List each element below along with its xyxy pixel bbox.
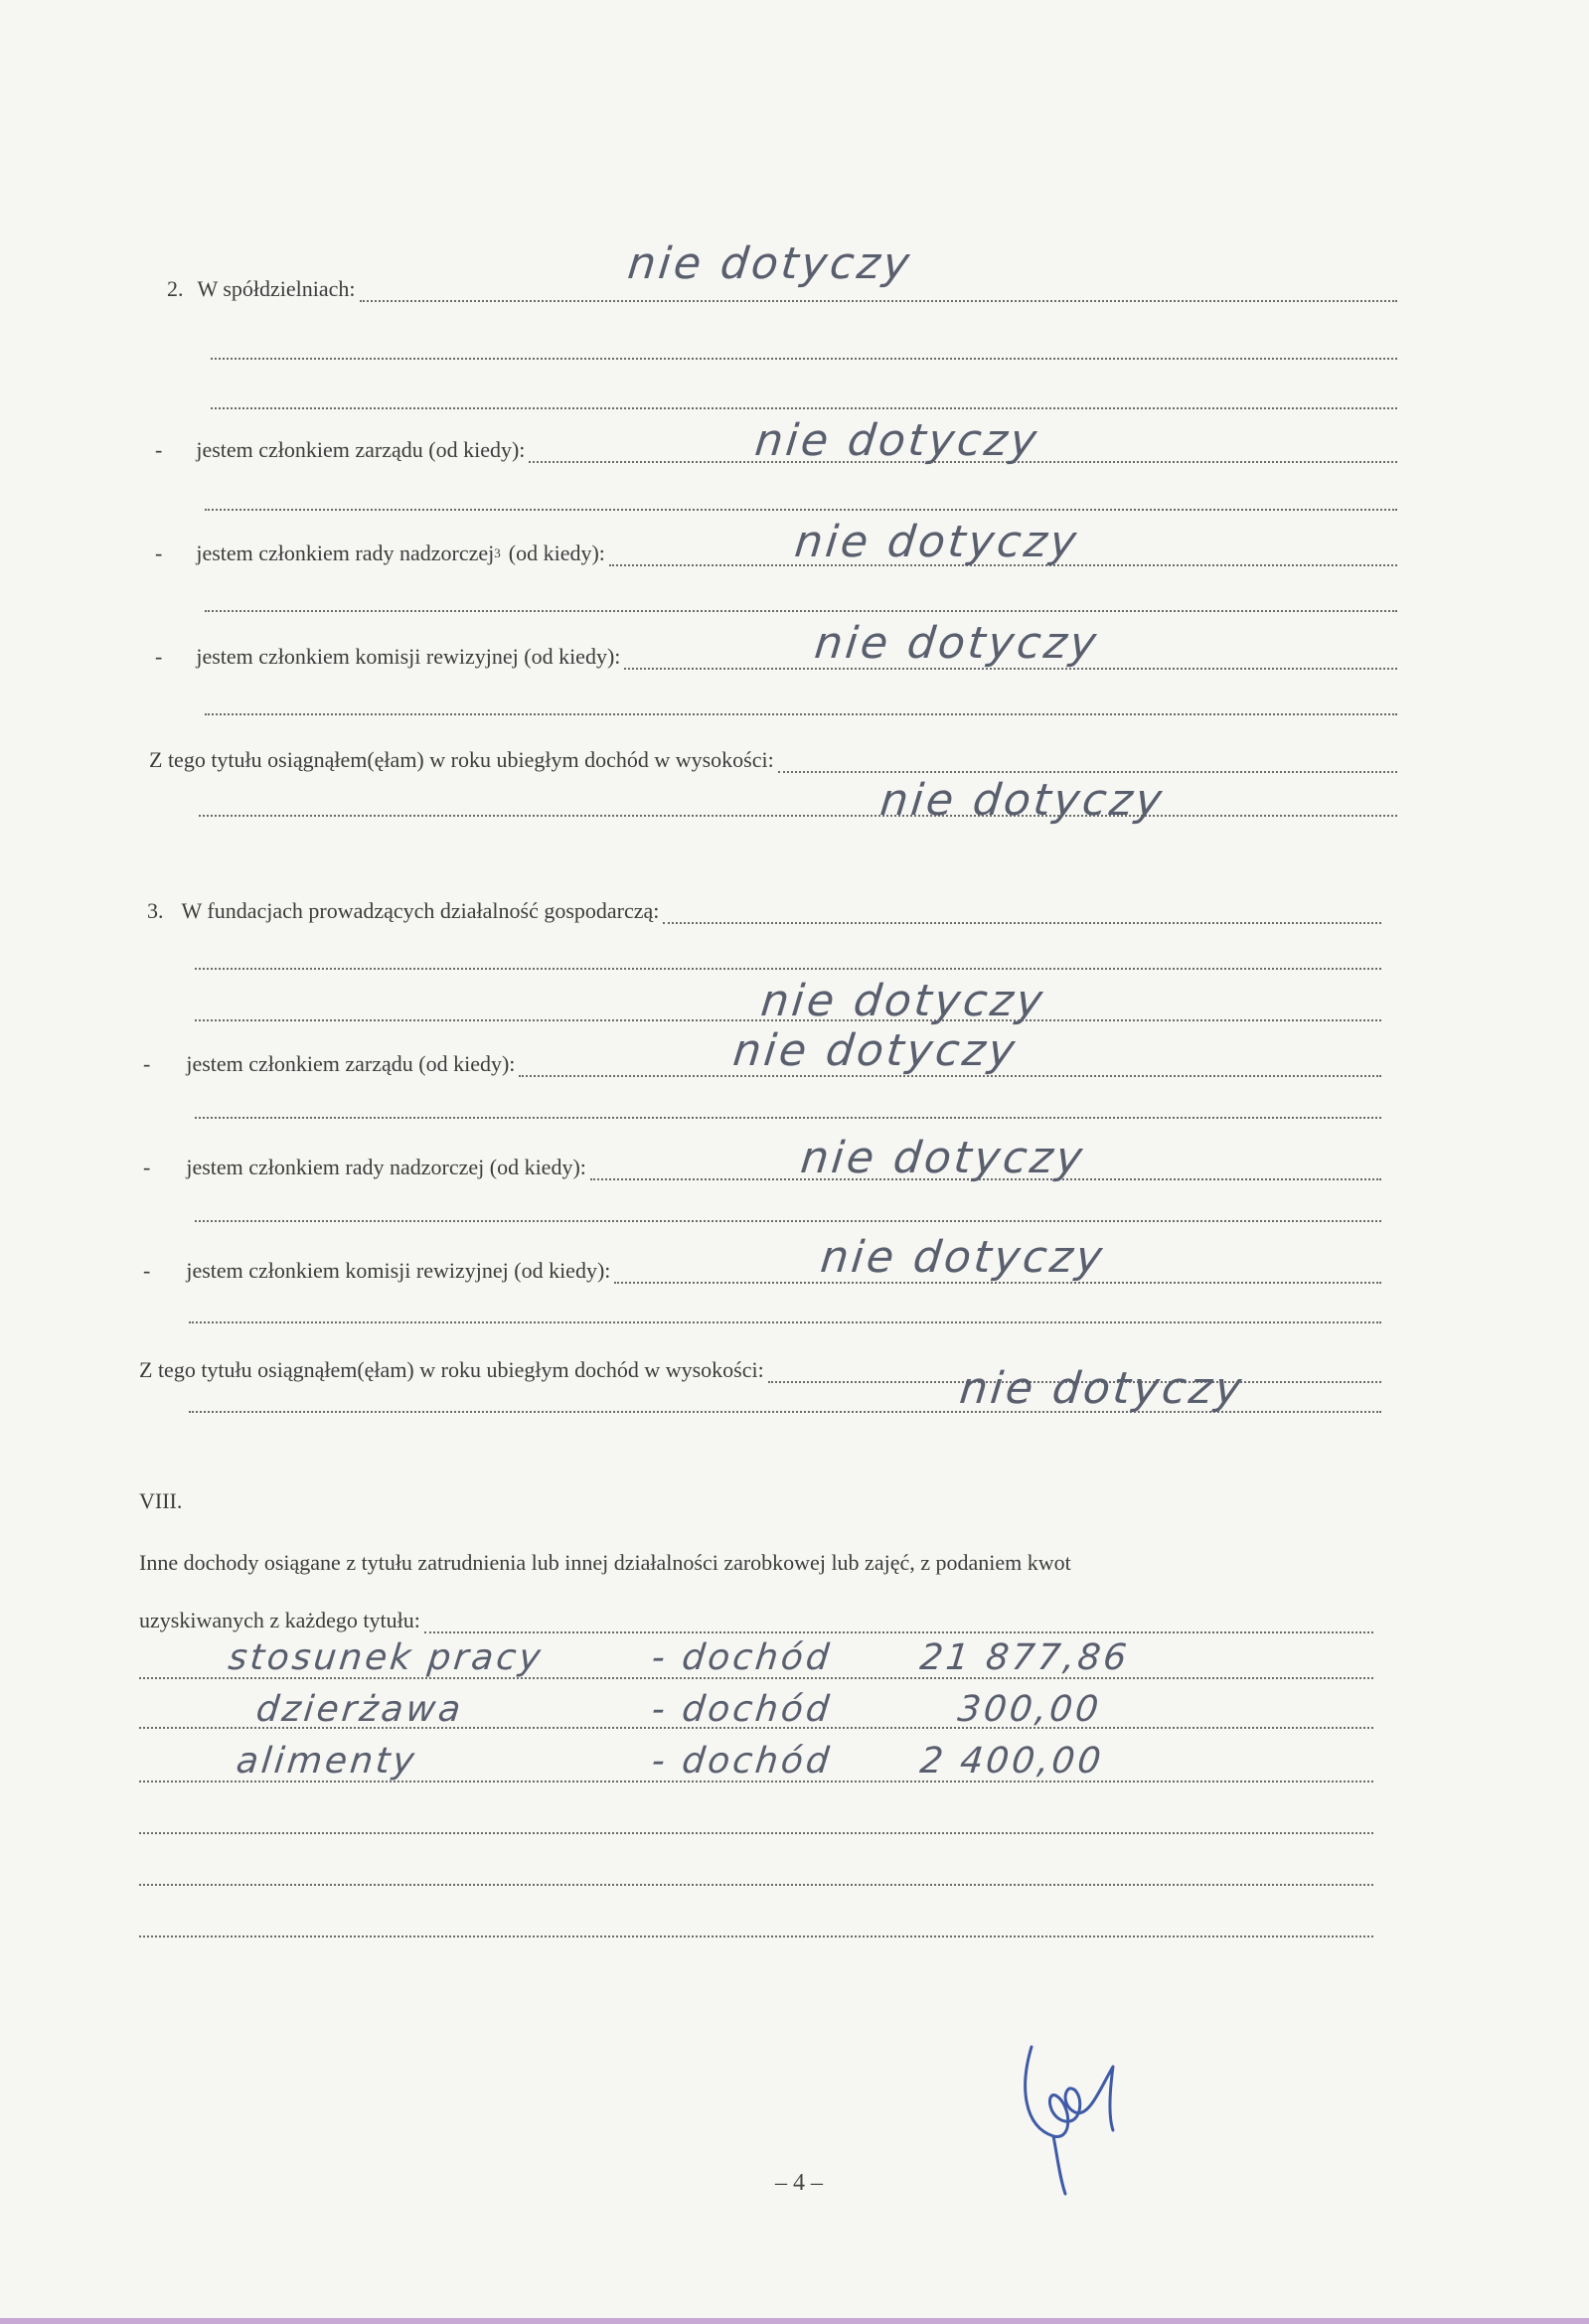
section2-zarzad-handwriting: nie dotyczy <box>752 415 1042 466</box>
section3-title: W fundacjach prowadzących działalność gospodarczą: <box>181 898 660 923</box>
section2-income-label: Z tego tytułu osiągnąłem(ęłam) w roku ubiegłym dochód w wysokości: <box>149 747 774 772</box>
section3-number: 3. <box>147 898 164 923</box>
income-entry-source: dzierżawa <box>253 1689 466 1730</box>
section3-zarzad-label: jestem członkiem zarządu (od kiedy): <box>186 1051 516 1076</box>
dotted-line <box>211 358 1397 360</box>
income-entry-source: stosunek pracy <box>226 1637 546 1678</box>
section2-income-row <box>149 747 1397 773</box>
income-entry-amount: 300,00 <box>955 1689 1104 1730</box>
dotted-line <box>211 407 1397 409</box>
section2-komisja-handwriting: nie dotyczy <box>812 618 1102 669</box>
dotted-line <box>139 1884 1373 1886</box>
section3-title-handwriting: nie dotyczy <box>758 976 1048 1026</box>
section3-zarzad-row: - jestem członkiem zarządu (od kiedy): <box>143 1051 1381 1077</box>
bottom-edge-bar <box>0 2318 1589 2324</box>
dotted-line <box>205 610 1397 612</box>
income-entry-type: - dochód <box>649 1637 834 1678</box>
section2-title: W spółdzielniach: <box>197 276 356 301</box>
section2-title-handwriting: nie dotyczy <box>625 238 915 289</box>
section2-number: 2. <box>167 276 184 301</box>
income-entry-type: - dochód <box>649 1741 834 1782</box>
dotted-line <box>189 1321 1381 1323</box>
income-entry-type: - dochód <box>649 1689 834 1730</box>
dotted-line <box>195 1117 1381 1119</box>
section3-komisja-handwriting: nie dotyczy <box>818 1232 1108 1283</box>
dotted-line <box>195 968 1381 970</box>
section8-intro-row2 <box>139 1608 1373 1633</box>
dotted-line <box>139 1936 1373 1937</box>
section3-income-handwriting: nie dotyczy <box>957 1363 1247 1414</box>
income-entry-amount: 21 877,86 <box>917 1637 1132 1678</box>
page-number: – 4 – <box>775 2170 823 2196</box>
section8-intro-line2: uzyskiwanych z każdego tytułu: <box>139 1608 420 1632</box>
section2-rada-handwriting: nie dotyczy <box>792 517 1082 567</box>
section2-income-handwriting: nie dotyczy <box>877 775 1168 826</box>
dotted-line <box>205 509 1397 511</box>
dotted-line <box>205 713 1397 715</box>
section2-rada-label: jestem członkiem rady nadzorczej <box>196 541 495 565</box>
signature-image <box>1014 2027 1133 2196</box>
section3-rada-label: jestem członkiem rady nadzorczej (od kiedy): <box>186 1155 586 1179</box>
dotted-line <box>139 1832 1373 1834</box>
section3-income-label: Z tego tytułu osiągnąłem(ęłam) w roku ubiegłym dochód w wysokości: <box>139 1357 764 1382</box>
section3-rada-handwriting: nie dotyczy <box>798 1133 1088 1183</box>
section3-title-row <box>147 898 1381 924</box>
section2-komisja-row: - jestem członkiem komisji rewizyjnej (od kiedy): <box>155 644 1397 670</box>
section3-komisja-label: jestem członkiem komisji rewizyjnej (od kiedy): <box>186 1258 611 1283</box>
dotted-line <box>199 815 1397 817</box>
section3-rada-row: - jestem członkiem rady nadzorczej (od kiedy): <box>143 1155 1381 1180</box>
section3-zarzad-handwriting: nie dotyczy <box>730 1025 1021 1076</box>
section3-komisja-row: - jestem członkiem komisji rewizyjnej (od kiedy): <box>143 1258 1381 1284</box>
section8-heading: VIII. <box>139 1488 183 1513</box>
section2-rada-row: - jestem członkiem rady nadzorczej 3 (od kiedy): <box>155 541 1397 566</box>
income-entry-amount: 2 400,00 <box>917 1741 1106 1782</box>
income-entry-source: alimenty <box>234 1741 419 1782</box>
section8-intro-line1: Inne dochody osiągane z tytułu zatrudnienia lub innej działalności zarobkowej lub zajęć, z podaniem kwot <box>139 1550 1071 1575</box>
dotted-line <box>195 1220 1381 1222</box>
section2-zarzad-row: - jestem członkiem zarządu (od kiedy): <box>155 437 1397 463</box>
section2-zarzad-label: jestem członkiem zarządu (od kiedy): <box>196 437 526 462</box>
section2-komisja-label: jestem członkiem komisji rewizyjnej (od kiedy): <box>196 644 621 669</box>
